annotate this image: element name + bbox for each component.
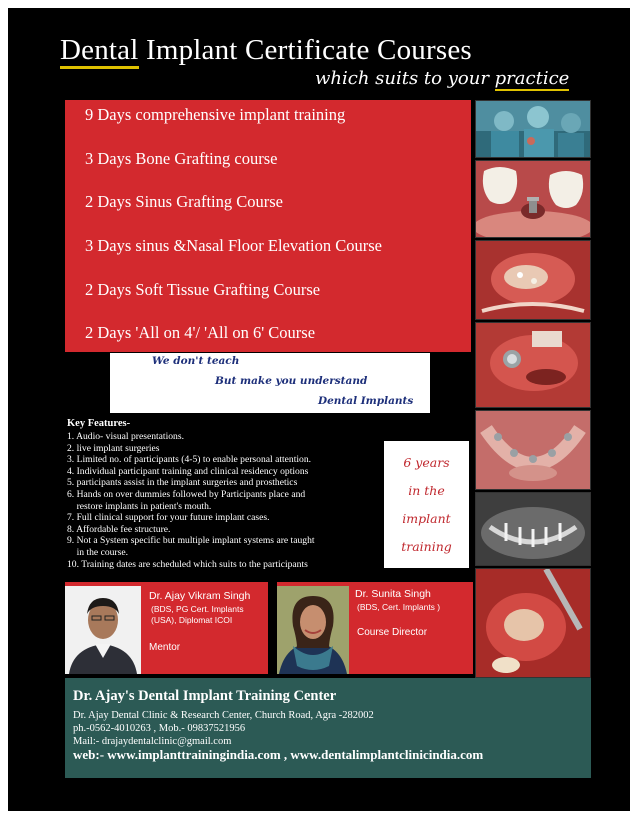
all-on-implants-photo [475,410,591,490]
slogan-box [110,353,430,413]
feature-item: 7. Full clinical support for your future implant cases. [67,512,270,524]
mentor-name: Dr. Ajay Vikram Singh [149,590,251,602]
course-item: 2 Days Soft Tissue Grafting Course [85,280,321,299]
feature-item: 1. Audio- visual presentations. [67,431,184,442]
feature-item: 5. participants assist in the implant surgeries and prosthetics [67,477,298,489]
course-list-panel [65,100,471,352]
page-subtitle [315,68,569,89]
feature-item: 6. Hands on over dummies followed by Participants place and [67,488,306,500]
mentor-qualification: (USA), Diplomat ICOI [151,615,233,625]
experience-line: implant [402,511,451,526]
slogan-line: Dental Implants [318,395,414,407]
bone-graft-photo [475,240,591,320]
feature-item: 3. Limited no. of participants (4-5) to enable personal attention. [67,454,312,466]
subtitle-underlined-word: practice [494,68,570,89]
director-name: Dr. Sunita Singh [355,588,431,600]
director-avatar [277,586,349,674]
surgery-team-photo [475,100,591,158]
feature-item: 10. Training dates are scheduled which suits to the participants [67,558,308,570]
page-title [60,34,472,67]
title-underlined-word: Dental [60,34,139,69]
phone-line: ph.-0562-4010263 , Mob.- 09837521956 [73,723,246,734]
director-qualification: (BDS, Cert. Implants ) [357,602,441,612]
mentor-card [65,582,268,674]
feature-item: in the course. [67,546,129,558]
course-item: 2 Days 'All on 4'/ 'All on 6' Course [85,323,316,342]
subtitle-lead: which suits to your [315,68,495,89]
feature-item: 4. Individual participant training and clinical residency options [67,465,309,477]
experience-line: training [401,539,452,554]
key-features-heading: Key Features- [67,418,131,429]
experience-line: 6 years [403,455,450,470]
feature-item: 2. live implant surgeries [67,442,160,454]
director-role: Course Director [357,627,428,638]
experience-badge [384,441,469,568]
mentor-role: Mentor [149,642,181,653]
course-item: 3 Days sinus &Nasal Floor Elevation Course [85,236,382,255]
title-rest: Implant Certificate Courses [138,34,472,66]
center-name: Dr. Ajay's Dental Implant Training Center [73,688,337,704]
email-line: Mail:- drajaydentalclinic@gmail.com [73,736,232,747]
sinus-lift-photo [475,322,591,408]
experience-line: in the [408,483,445,498]
soft-tissue-photo [475,568,591,678]
website-links[interactable]: web:- www.implanttrainingindia.com , www.dentalimplantclinicindia.com [73,747,484,762]
key-features-list [67,431,367,570]
feature-item: 8. Affordable fee structure. [67,523,171,535]
mentor-avatar [65,586,141,674]
course-item: 3 Days Bone Grafting course [85,149,278,168]
course-item: 9 Days comprehensive implant training [85,105,346,124]
feature-item: restore implants in patient's mouth. [67,500,212,512]
contact-footer [65,678,591,778]
feature-item: 9. Not a System specific but multiple implant systems are taught [67,535,315,547]
course-item: 2 Days Sinus Grafting Course [85,192,283,211]
address-line: Dr. Ajay Dental Clinic & Research Center, Church Road, Agra -282002 [73,710,374,721]
director-card [277,582,473,674]
slogan-line: But make you understand [215,375,368,387]
implant-crown-photo [475,160,591,238]
mentor-qualification: (BDS, PG Cert. Implants [151,604,244,614]
slogan-line: We don't teach [152,355,240,367]
xray-photo [475,492,591,566]
